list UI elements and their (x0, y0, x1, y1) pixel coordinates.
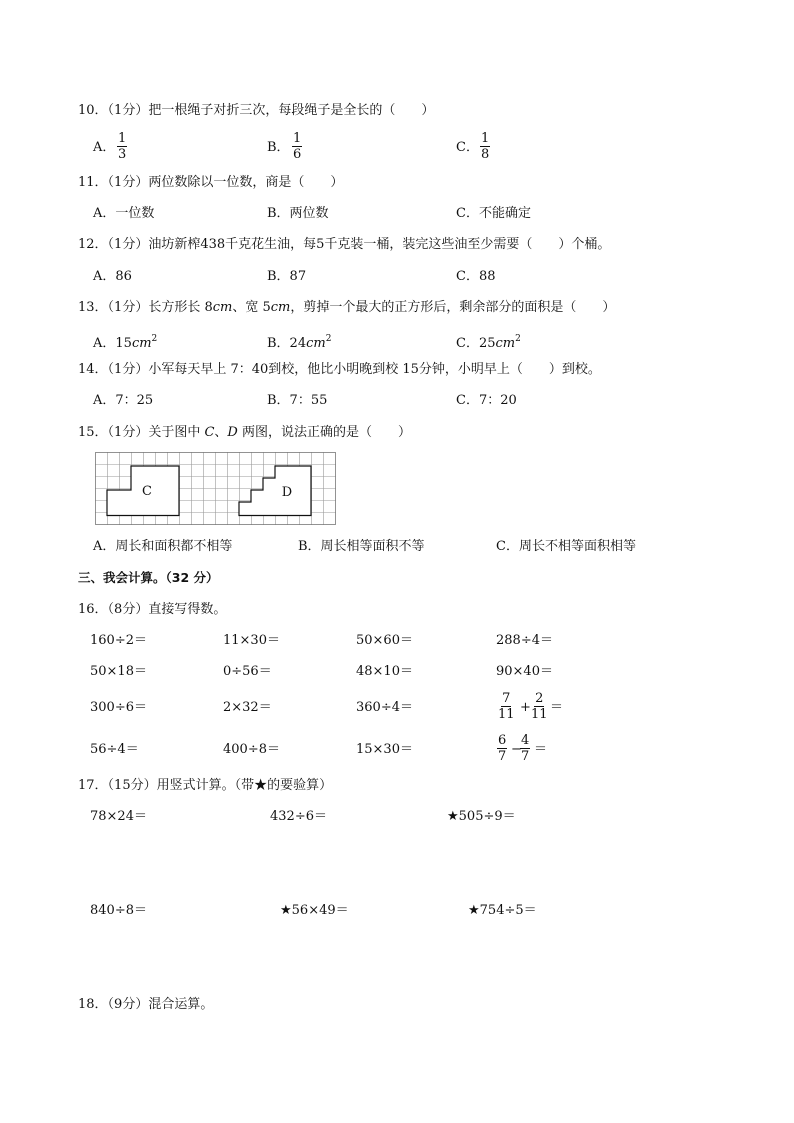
q16-item: 2×32＝ (223, 700, 272, 715)
q11-option-c: C．不能确定 (456, 206, 531, 221)
q11-option-a: A．一位数 (93, 206, 155, 221)
q15-option-a: A．周长和面积都不相等 (93, 539, 233, 554)
section-3-heading: 三、我会计算。（32 分） (78, 570, 219, 585)
q15-option-b: B．周长相等面积不等 (298, 539, 425, 554)
q17-item: 840÷8＝ (90, 903, 147, 918)
q13-option-b: B．$24cm^2$ (267, 334, 332, 351)
question-14-stem: 14．（1分）小军每天早上 7：40到校，他比小明晚到校 15分钟，小明早上（ ）到校。 (78, 362, 601, 377)
shape-d-label: D (281, 485, 293, 500)
q17-item: ★754÷5＝ (468, 903, 537, 918)
q17-item: 78×24＝ (90, 809, 147, 824)
shape-d (239, 466, 311, 516)
q16-item: 11×30＝ (223, 633, 280, 648)
q10-option-b-fraction: $\frac{1}{6}$ (293, 131, 302, 162)
q14-option-c: C．7：20 (456, 393, 517, 408)
q10-option-a-label: A． (93, 140, 116, 155)
q12-option-a: A．86 (93, 269, 132, 284)
q16-equals: ＝ (534, 742, 548, 757)
shape-c-label: C (142, 484, 152, 499)
q16-item: 300÷6＝ (90, 700, 147, 715)
q15-option-c: C．周长不相等面积相等 (496, 539, 636, 554)
q17-item: 432÷6＝ (270, 809, 327, 824)
q16-item: 360÷4＝ (356, 700, 413, 715)
q16-minus-operator: − (511, 742, 522, 757)
q16-equals: ＝ (550, 700, 564, 715)
q17-item: ★56×49＝ (280, 903, 349, 918)
q16-item: 288÷4＝ (496, 633, 553, 648)
q11-option-b: B．两位数 (267, 206, 329, 221)
question-13-stem: 13．（1分）长方形长 8cm、宽 5cm，剪掉一个最大的正方形后，剩余部分的面积是（ ） (78, 300, 616, 315)
q16-fraction-1a: $\frac{7}{11}$ (498, 691, 515, 722)
q16-item: 90×40＝ (496, 664, 553, 679)
q10-option-c-fraction: $\frac{1}{8}$ (481, 131, 490, 162)
question-15-stem: 15．（1分）关于图中 C、D 两图，说法正确的是（ ） (78, 425, 411, 440)
q16-item: 48×10＝ (356, 664, 413, 679)
q10-option-c-label: C． (456, 140, 479, 155)
q16-fraction-2b: $\frac{4}{7}$ (521, 733, 530, 764)
q14-option-b: B．7：55 (267, 393, 328, 408)
q12-option-c: C．88 (456, 269, 496, 284)
q10-option-b-label: B． (267, 140, 290, 155)
q16-item: 56÷4＝ (90, 742, 139, 757)
q16-fraction-1b: $\frac{2}{11}$ (531, 691, 548, 722)
q16-item: 400÷8＝ (223, 742, 280, 757)
question-12-stem: 12．（1分）油坊新榨438千克花生油，每5千克装一桶，装完这些油至少需要（ ）个桶。 (78, 237, 611, 252)
q12-option-b: B．87 (267, 269, 307, 284)
q16-item: 50×18＝ (90, 664, 147, 679)
q13-option-c: C．$25cm^2$ (456, 334, 521, 351)
q10-option-a-fraction: $\frac{1}{3}$ (118, 131, 127, 162)
q16-item: 50×60＝ (356, 633, 413, 648)
q16-plus-operator: + (520, 700, 531, 715)
question-17-stem: 17．（15分）用竖式计算。（带★的要验算） (78, 778, 333, 793)
q17-item: ★505÷9＝ (447, 809, 516, 824)
q13-option-a: A．$15cm^2$ (93, 334, 158, 351)
question-18-stem: 18．（9分）混合运算。 (78, 997, 214, 1012)
question-11-stem: 11．（1分）两位数除以一位数，商是（ ） (78, 175, 344, 190)
question-10-stem: 10．（1分）把一根绳子对折三次，每段绳子是全长的（ ） (78, 103, 435, 118)
q16-item: 160÷2＝ (90, 633, 147, 648)
grid-figure (95, 452, 337, 526)
q16-item: 15×30＝ (356, 742, 413, 757)
q14-option-a: A．7：25 (93, 393, 154, 408)
q16-fraction-2a: $\frac{6}{7}$ (498, 733, 507, 764)
q16-item: 0÷56＝ (223, 664, 272, 679)
question-16-stem: 16．（8分）直接写得数。 (78, 602, 227, 617)
